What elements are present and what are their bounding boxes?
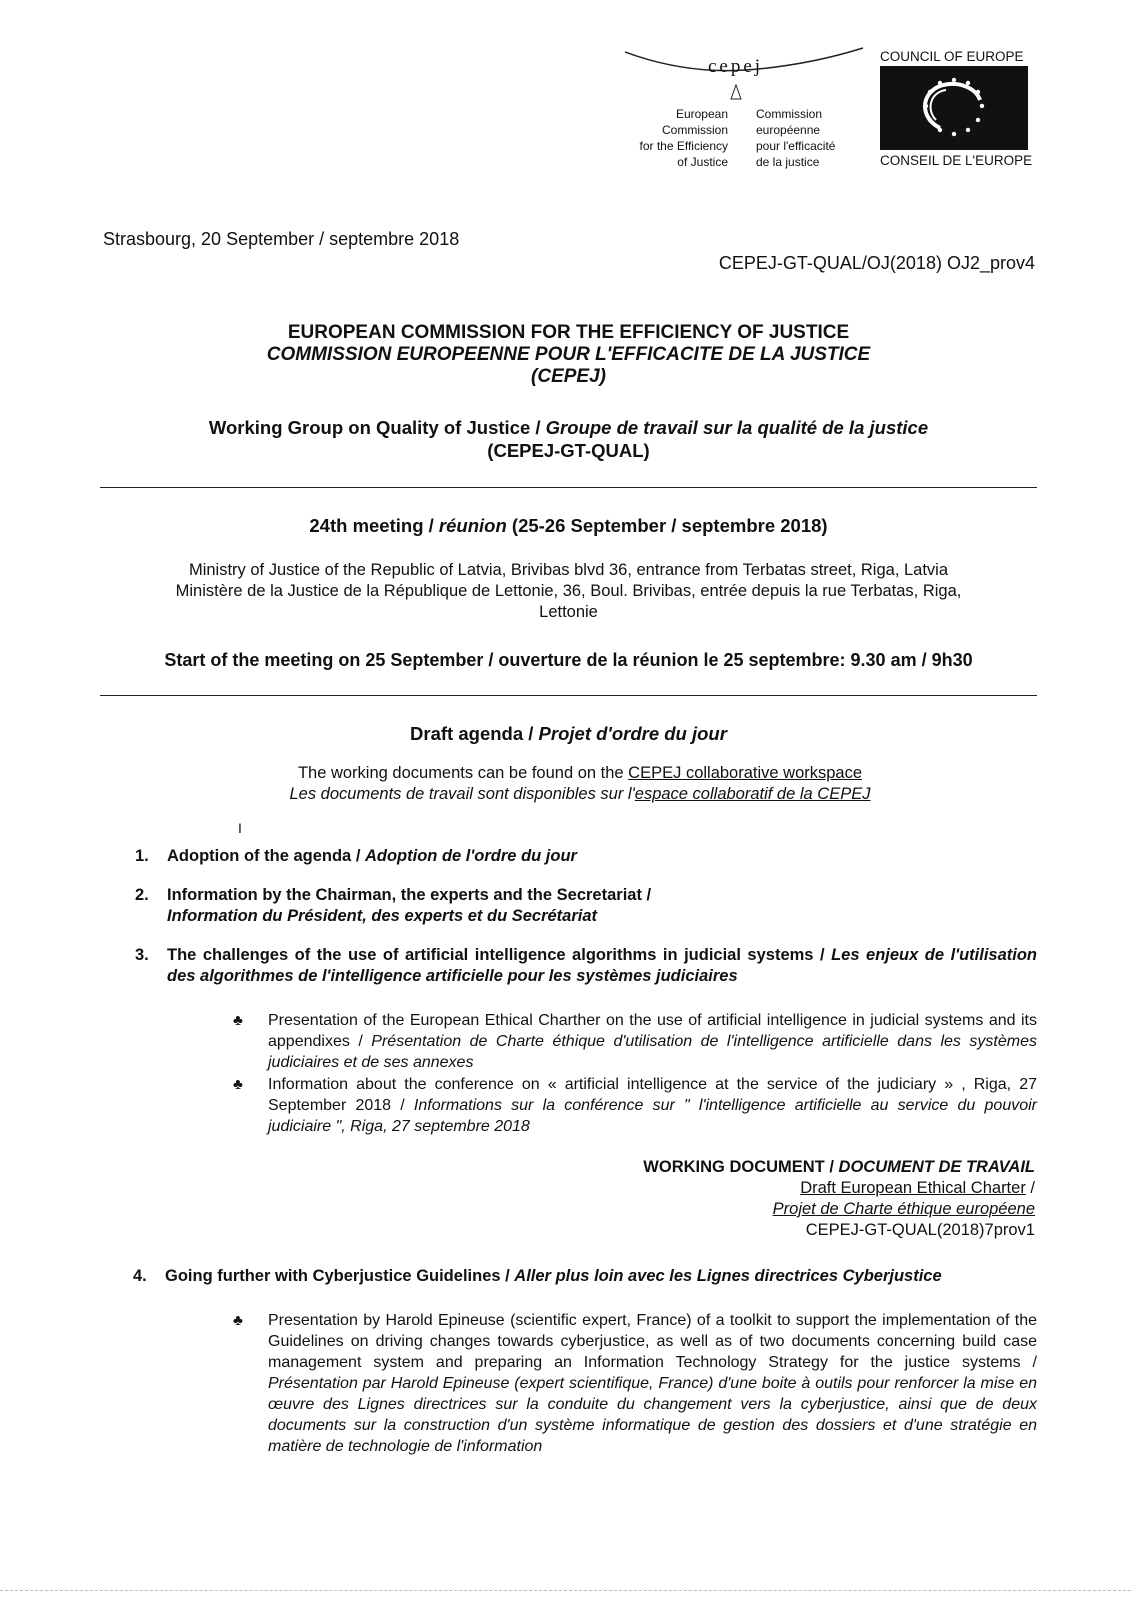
- working-document-block: WORKING DOCUMENT / DOCUMENT DE TRAVAIL Draft European Ethical Charter / Projet de Charte éthique européene CEPEJ-GT-QUAL(2018)7prov1: [643, 1158, 1035, 1239]
- divider: [100, 695, 1037, 696]
- meeting-start-time: Start of the meeting on 25 September / ouverture de la réunion le 25 septembre: 9.30 am / 9h30: [164, 650, 973, 670]
- meeting-venue: Ministry of Justice of the Republic of Latvia, Brivibas blvd 36, entrance from Terbatas street, Riga, Latvia Ministère de la Justice de la République de Lettonie, 36, Boul. Brivibas, entrée depuis la rue Terbatas, Riga, Lettonie: [175, 561, 962, 621]
- meeting-title: 24th meeting / réunion (25-26 September / septembre 2018): [309, 515, 828, 536]
- date-line: Strasbourg, 20 September / septembre 2018: [103, 229, 460, 249]
- working-group-title: Working Group on Quality of Justice / Groupe de travail sur la qualité de la justice (CEPEJ-GT-QUAL): [208, 417, 929, 461]
- cepej-name-en: European Commission for the Efficiency of Justice: [639, 107, 728, 169]
- coe-name-en: COUNCIL OF EUROPE: [880, 49, 1024, 64]
- divider: [100, 487, 1037, 488]
- cepej-name-fr: Commission européenne pour l'efficacité de la justice: [756, 107, 836, 169]
- document-page: cepej European Commission for the Efficiency of Justice Commission européenne pour l'efficacité de la justice COUNCIL OF EUROPE CONSEIL DE L'EUROPE Strasbourg, 20 September / septembre 2018 CEPEJ-GT-QUAL/OJ(2018) OJ2_prov4 EUROPEAN COMMISSION FOR THE EFFICIENCY OF JUSTICE COMMISSION EUROPEENNE POUR L'EFFICACITE DE LA JUSTICE (CEPEJ) Working Group on Quality of Justice / Groupe de travail sur la qualité de la justice (CEPEJ-GT-QUAL) 24th meeting / réunion (25-26 September / septembre 2018) Ministry of Justice of the Republic of Latvia, Brivibas blvd 36, entrance from Terbatas street, Riga, Latvia Ministère de la Justice de la République de Lettonie, 36, Boul. Brivibas, entrée depuis la rue Terbatas, Riga, Lettonie Start of the meeting on 25 September / ouverture de la réunion le 25 septembre: 9.30 am / 9h30 Draft agenda / Projet d'ordre du jour The working documents can be found on the CEPEJ collaborative workspace Les documents de travail sont disponibles sur l'espace collaboratif de la CEPEJ I 1. Adoption of the agenda / Adoption de l'ordre du jour 2. Information by the Chairman, the experts and the Secretariat / Information du Président, des experts et du Secrétariat 3. The challenges of the use of artificial intelligence algorithms in judicial systems / Les enjeux de l'utilisation des algorithmes de l'intelligence artificielle pour les systèmes judiciaires ♣ Presentation of the European Ethical Charther on the use of artificial intelligence in judicial systems and its appendixes / Présentation de Charte éthique d'utilisation de l'intelligence artificielle dans les systèmes judiciaires et de ses annexes ♣ Information about the conference on « artificial intelligence at the service of the judiciary » , Riga, 27 September 2018 / Informations sur la conférence sur " l'intelligence artificielle au service du pouvoir judiciaire ", Riga, 27 septembre 2018 WORKING DOCUMENT / DOCUMENT DE TRAVAIL Draft European Ethical Charter / Projet de Charte éthique européene CEPEJ-GT-QUAL(2018)7prov1 4. Going further with Cyberjustice Guidelines / Aller plus loin avec les Lignes directrices Cyberjustice ♣ Presentation by Harold Epineuse (scientific expert, France) of a toolkit to support the implementation of the Guidelines on driving changes towards cyberjustice, as well as of two documents concerning build case management system and preparing an Information Technology Strategy for the justice systems / Présentation par Harold Epineuse (expert scientifique, France) d'une boite à outils pour renforcer la mise en œuvre des Lignes directrices sur la conduite du changement vers la cyberjustice, ainsi que de deux documents sur la construction d'un système informatique de gestion des dossiers et d'une stratégie en matière de technologie de l'information: [0, 0, 1131, 1600]
- coe-name-fr: CONSEIL DE L'EUROPE: [880, 153, 1033, 168]
- text-cursor-mark: I: [238, 820, 242, 836]
- cepej-logo-text: cepej: [708, 56, 764, 77]
- working-document-reference: CEPEJ-GT-QUAL(2018)7prov1: [805, 1221, 1035, 1239]
- document-reference: CEPEJ-GT-QUAL/OJ(2018) OJ2_prov4: [718, 253, 1035, 273]
- bullet-icon: ♣: [233, 1012, 243, 1029]
- pyramid-icon: [730, 84, 742, 100]
- commission-title: EUROPEAN COMMISSION FOR THE EFFICIENCY OF JUSTICE COMMISSION EUROPEENNE POUR L'EFFICACITE DE LA JUSTICE (CEPEJ): [266, 322, 871, 387]
- bullet-icon: ♣: [233, 1076, 243, 1093]
- draft-charter-link-en[interactable]: Draft European Ethical Charter: [800, 1179, 1026, 1197]
- agenda-title: Draft agenda / Projet d'ordre du jour: [410, 723, 727, 744]
- bullet-icon: ♣: [233, 1312, 243, 1329]
- coe-flag-logo: [880, 66, 1028, 150]
- working-documents-note: The working documents can be found on the CEPEJ collaborative workspace Les documents de travail sont disponibles sur l'espace collaboratif de la CEPEJ: [289, 764, 871, 803]
- draft-charter-link-fr[interactable]: Projet de Charte éthique européene: [772, 1200, 1035, 1218]
- workspace-link-en[interactable]: CEPEJ collaborative workspace: [628, 764, 863, 782]
- scan-edge: [0, 1590, 1131, 1591]
- coe-stars-icon: [880, 66, 1028, 150]
- workspace-link-fr[interactable]: espace collaboratif de la CEPEJ: [634, 785, 871, 803]
